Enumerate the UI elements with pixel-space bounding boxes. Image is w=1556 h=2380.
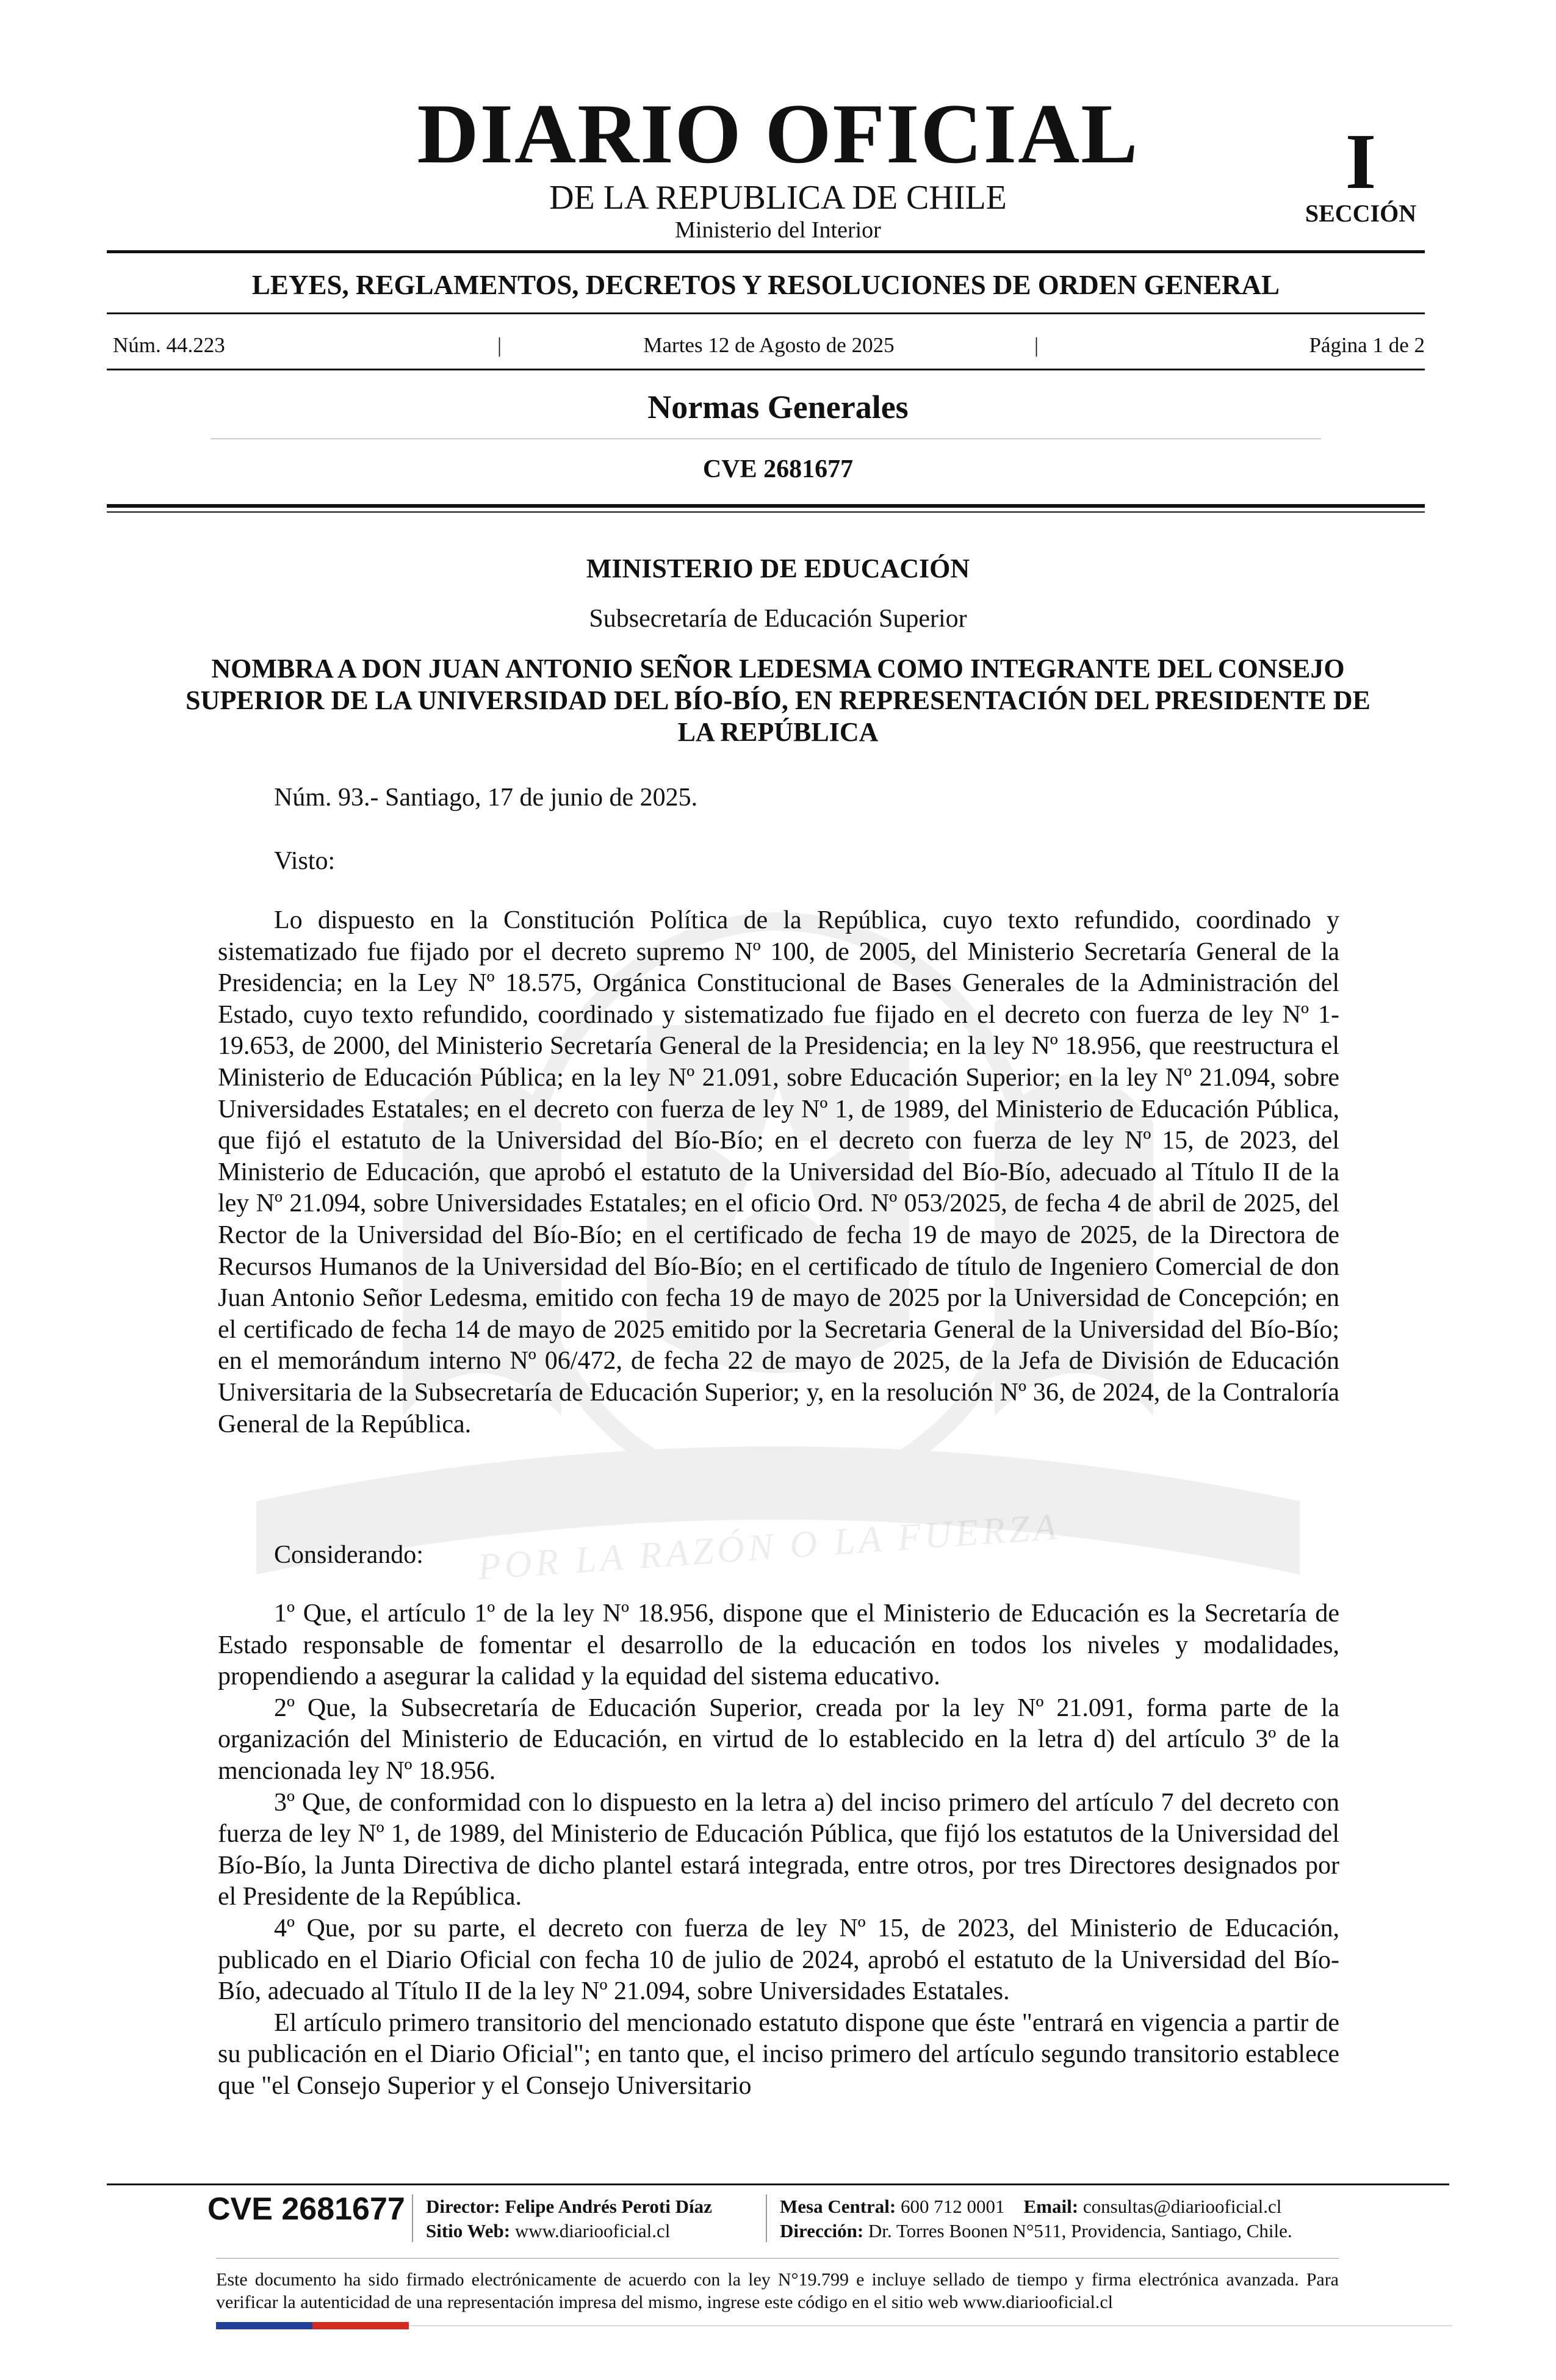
- issue-separator: |: [497, 333, 502, 357]
- decree-title: NOMBRA A DON JUAN ANTONIO SEÑOR LEDESMA COMO INTEGRANTE DEL CONSEJO SUPERIOR DE LA UNIVERSIDAD DEL BÍO-BÍO, EN REPRESENTACIÓN DEL PRESIDENTE DE LA REPÚBLICA: [185, 654, 1371, 747]
- flag-stripe-blue: [216, 2322, 312, 2329]
- issue-info-row: [113, 334, 1425, 359]
- header-rule-mid: [107, 312, 1425, 314]
- issuing-ministry: MINISTERIO DE EDUCACIÓN: [586, 554, 970, 583]
- director-name: Felipe Andrés Peroti Díaz: [505, 2196, 712, 2217]
- phone-number: 600 712 0001: [901, 2196, 1005, 2217]
- footer-divider: [412, 2194, 413, 2242]
- email-label: Email:: [1023, 2196, 1079, 2217]
- flag-stripe-red: [312, 2322, 409, 2329]
- header-rule-top: [107, 250, 1425, 253]
- footer-contact-block: [780, 2194, 1292, 2243]
- footer-cve-code: CVE 2681677: [207, 2191, 405, 2227]
- visto-label: Visto:: [274, 847, 336, 875]
- footer-divider: [766, 2194, 767, 2242]
- section-banner: LEYES, REGLAMENTOS, DECRETOS Y RESOLUCIONES DE ORDEN GENERAL: [251, 270, 1280, 300]
- website-link[interactable]: www.diariooficial.cl: [514, 2220, 671, 2241]
- considerando-paragraph: El artículo primero transitorio del mencionado estatuto dispone que éste "entrará en vigencia a partir de su publicación en el Diario Oficial"; en tanto que, el inciso primero del artículo segundo transitorio establece que "el Consejo Superior y el Consejo Universitario: [218, 2008, 1339, 2100]
- category-heading: Normas Generales: [647, 389, 909, 425]
- footer-thin-rule: [216, 2258, 1339, 2259]
- section-label: SECCIÓN: [1305, 200, 1417, 227]
- masthead-subtitle: DE LA REPUBLICA DE CHILE: [549, 179, 1007, 217]
- issue-number: Núm. 44.223: [113, 333, 225, 357]
- decree-number-line: Núm. 93.- Santiago, 17 de junio de 2025.: [274, 784, 698, 812]
- considerandos-block: [218, 1598, 1339, 2102]
- email-link[interactable]: consultas@diariooficial.cl: [1082, 2196, 1282, 2217]
- cve-rule-thick: [107, 504, 1425, 508]
- visto-paragraph: [218, 905, 1339, 1440]
- issue-page: Página 1 de 2: [1309, 333, 1425, 357]
- visto-text: Lo dispuesto en la Constitución Política de la República, cuyo texto refundido, coordinado y sistematizado fue fijado por el decreto supremo Nº 100, de 2005, del Ministerio Secretaría General de la Presidencia; en la Ley Nº 18.575, Orgánica Constitucional de Bases Generales de la Administración del Estado, cuyo texto refundido, coordinado y sistematizado fue fijado en el decreto con fuerza de ley Nº 1-19.653, de 2000, del Ministerio Secretaría General de la Presidencia; en la ley Nº 18.956, que reestructura el Ministerio de Educación Pública; en la ley Nº 21.091, sobre Educación Superior; en la ley Nº 21.094, sobre Universidades Estatales; en el decreto con fuerza de ley Nº 1, de 1989, del Ministerio de Educación Pública, que fijó el estatuto de la Universidad del Bío-Bío; en el decreto con fuerza de ley Nº 15, de 2023, del Ministerio de Educación, que aprobó el estatuto de la Universidad del Bío-Bío, adecuado al Título II de la ley Nº 21.094, sobre Universidades Estatales; en el oficio Ord. Nº 053/2025, de fecha 4 de abril de 2025, del Rector de la Universidad del Bío-Bío; en el certificado de fecha 19 de mayo de 2025, de la Directora de Recursos Humanos de la Universidad del Bío-Bío; en el certificado de título de Ingeniero Comercial de don Juan Antonio Señor Ledesma, emitido con fecha 19 de mayo de 2025 por la Universidad de Concepción; en el certificado de fecha 14 de mayo de 2025 emitido por la Secretaria General de la Universidad del Bío-Bío; en el memorándum interno Nº 06/472, de fecha 22 de mayo de 2025, de la Jefa de División de Educación Universitaria de la Subsecretaría de Educación Superior; y, en la resolución Nº 36, de 2024, de la Contraloría General de la República.: [218, 906, 1339, 1438]
- masthead-title: DIARIO OFICIAL: [417, 87, 1139, 181]
- cve-rule-thin: [107, 511, 1425, 513]
- footer-rule: [107, 2183, 1449, 2185]
- watermark-motto: POR LA RAZÓN O LA FUERZA: [476, 1506, 1062, 1588]
- considerando-paragraph: 4º Que, por su parte, el decreto con fuerza de ley Nº 15, de 2023, del Ministerio de Educación, publicado en el Diario Oficial con fecha 10 de julio de 2024, aprobó el estatuto de la Universidad del Bío-Bío, adecuado al Título II de la ley Nº 21.094, sobre Universidades Estatales.: [218, 1914, 1339, 2006]
- considerando-paragraph: 3º Que, de conformidad con lo dispuesto en la letra a) del inciso primero del artículo 7 del decreto con fuerza de ley Nº 1, de 1989, del Ministerio de Educación Pública, que fijó los estatutos de la Universidad del Bío-Bío, la Junta Directiva de dicho plantel estará integrada, entre otros, por tres Directores designados por el Presidente de la República.: [218, 1788, 1339, 1911]
- header-rule-bottom: [107, 369, 1425, 370]
- website-label: Sitio Web:: [426, 2220, 511, 2241]
- considerando-label: Considerando:: [274, 1541, 423, 1569]
- legal-notice: Este documento ha sido firmado electrónicamente de acuerdo con la ley N°19.799 e incluye sellado de tiempo y firma electrónica avanzada. Para verificar la autenticidad de una representación impresa del mismo, ingrese este código en el sitio web www.diariooficial.cl: [216, 2270, 1339, 2312]
- address-text: Dr. Torres Boonen N°511, Providencia, Santiago, Chile.: [868, 2220, 1292, 2241]
- address-label: Dirección:: [780, 2220, 864, 2241]
- issue-separator: |: [1034, 333, 1039, 357]
- footer-director-block: [426, 2194, 712, 2243]
- issue-date: Martes 12 de Agosto de 2025: [643, 333, 895, 357]
- director-label: Director:: [426, 2196, 500, 2217]
- section-number: I: [1345, 118, 1377, 206]
- flag-stripe-gray: [409, 2325, 1452, 2326]
- phone-label: Mesa Central:: [780, 2196, 896, 2217]
- issuing-subsecretariat: Subsecretaría de Educación Superior: [589, 605, 967, 633]
- cve-code: CVE 2681677: [702, 455, 854, 483]
- masthead-ministry: Ministerio del Interior: [675, 217, 881, 243]
- category-divider: [211, 438, 1321, 439]
- considerando-paragraph: 1º Que, el artículo 1º de la ley Nº 18.956, dispone que el Ministerio de Educación es la Secretaría de Estado responsable de fomentar el desarrollo de la educación en todos los niveles y modalidades, propendiendo a asegurar la calidad y la equidad del sistema educativo.: [218, 1599, 1339, 1691]
- considerando-paragraph: 2º Que, la Subsecretaría de Educación Superior, creada por la ley Nº 21.091, forma parte de la organización del Ministerio de Educación, en virtud de lo establecido en la letra d) del artículo 3º de la mencionada ley Nº 18.956.: [218, 1693, 1339, 1785]
